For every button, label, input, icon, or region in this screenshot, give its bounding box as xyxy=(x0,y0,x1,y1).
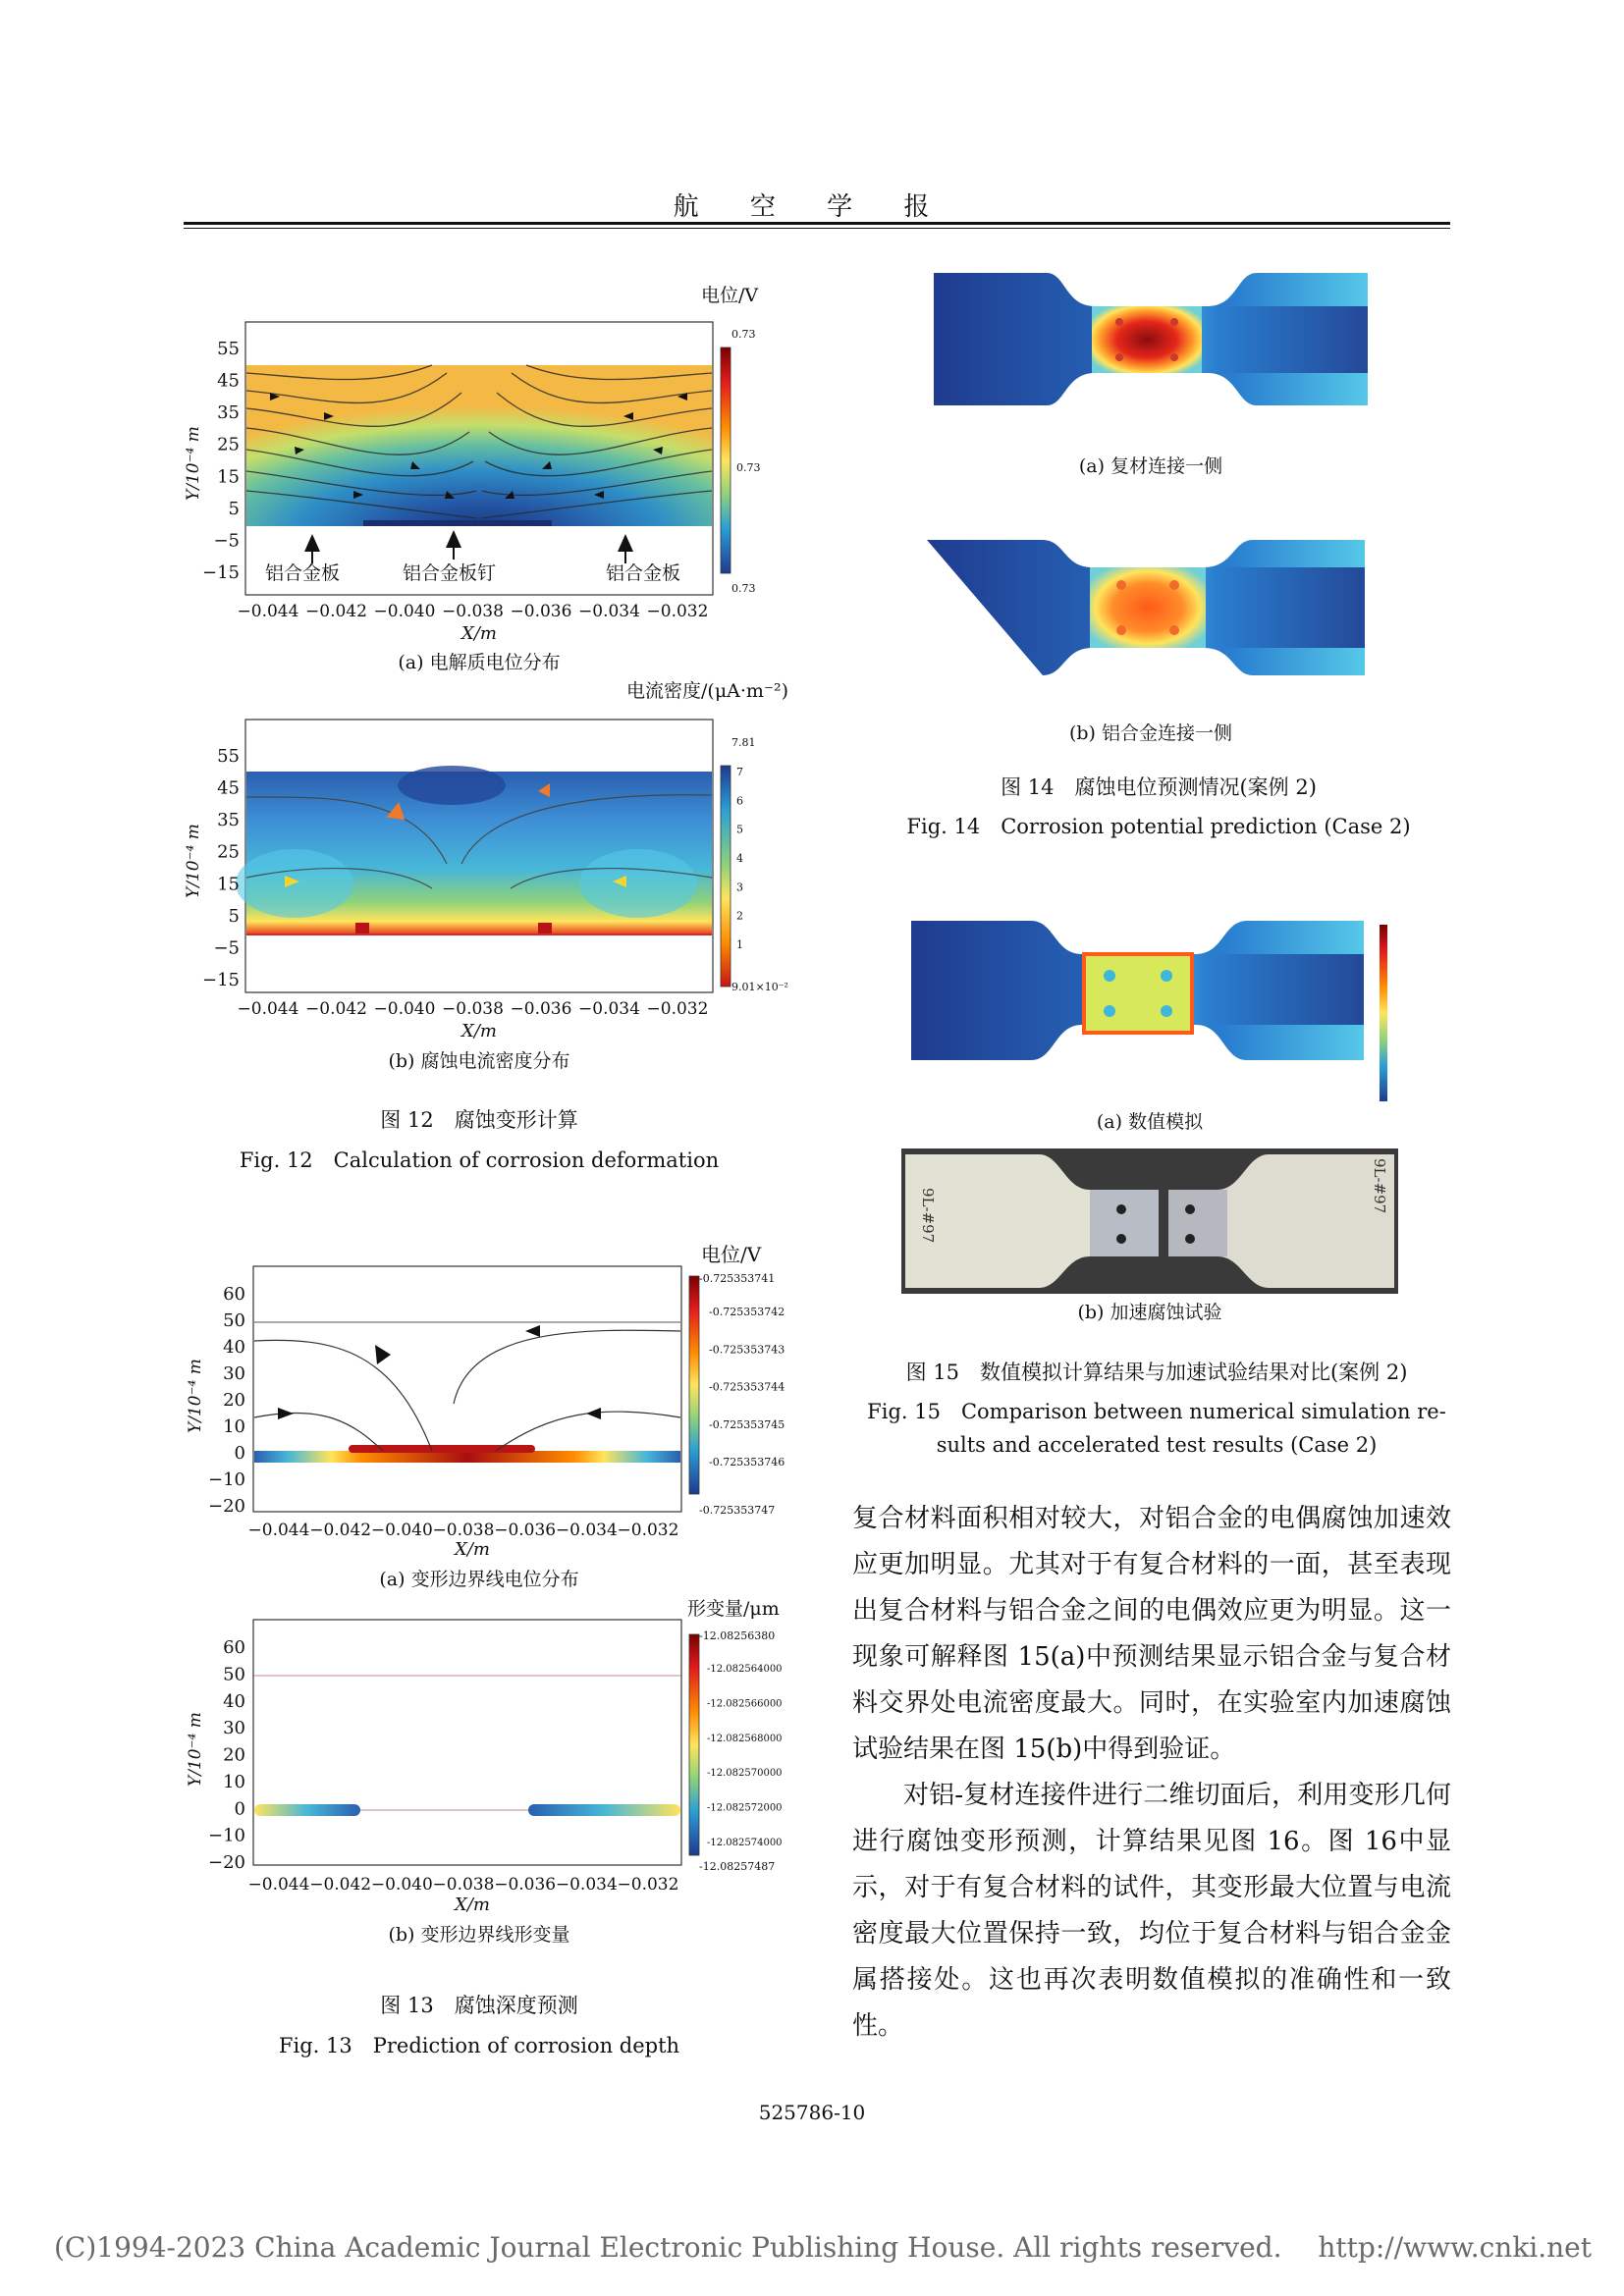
fig13b-ytick: −10 xyxy=(208,1825,245,1846)
fig13b-ytick: 40 xyxy=(223,1690,245,1712)
fig13a-ytick: −20 xyxy=(208,1496,245,1517)
fig13a-cb-bot: -0.725353747 xyxy=(699,1504,776,1517)
fig12a-xtick: −0.042 xyxy=(305,602,367,621)
fig12b-ylabel: Y/10⁻⁴ m xyxy=(184,824,203,898)
fig12b-xtick: −0.038 xyxy=(442,999,504,1019)
specimen-label-right: 9L-#97 xyxy=(1371,1158,1388,1214)
fig13b-cb-bot: -12.08257487 xyxy=(699,1860,776,1873)
fig12a-xticks xyxy=(238,602,709,621)
fig13a-xlabel: X/m xyxy=(455,1539,490,1560)
fig13b-xlabel: X/m xyxy=(455,1895,490,1915)
fig14a-caption: (a) 复材连接一侧 xyxy=(1078,455,1223,477)
fig13b-cb-tick: -12.082568000 xyxy=(707,1733,783,1744)
fig15a-caption: (a) 数值模拟 xyxy=(1096,1111,1204,1133)
fig12b-yticks xyxy=(202,746,240,990)
fig12b-cb-tick: 1 xyxy=(736,938,743,951)
fig12b-ytick: −15 xyxy=(202,970,240,990)
fig13a-xticks xyxy=(248,1521,679,1540)
fig13a-plot xyxy=(253,1266,699,1512)
fig12b-unit: 电流密度/(μA·m⁻²) xyxy=(626,680,788,702)
fig15-title-en-1: Fig. 15 Comparison between numerical simulation re- xyxy=(867,1400,1446,1423)
fig13a-ylabel: Y/10⁻⁴ m xyxy=(186,1359,205,1433)
fig12b-cb-tick: 4 xyxy=(736,852,743,865)
page-number: 525786-10 xyxy=(758,2101,866,2124)
fig12b-caption: (b) 腐蚀电流密度分布 xyxy=(388,1050,570,1072)
fig12a-plot xyxy=(245,322,731,595)
fig13a-ytick: 40 xyxy=(223,1337,245,1358)
fig12b-xtick: −0.032 xyxy=(646,999,709,1019)
fig13a-ytick: −10 xyxy=(208,1469,245,1490)
fig13a-ytick: 20 xyxy=(223,1390,245,1411)
body-text xyxy=(852,1496,1451,2050)
fig12a-ytick: −15 xyxy=(202,562,240,583)
fig13b-xtick: −0.038 xyxy=(432,1875,495,1895)
fig13b-ytick: 30 xyxy=(223,1718,245,1739)
fig12a-ann-mid: 铝合金板钉 xyxy=(403,562,497,584)
fig13a-ytick: 10 xyxy=(223,1416,245,1437)
fig13b-caption: (b) 变形边界线形变量 xyxy=(388,1924,570,1946)
body-paragraph-2: 对铝-复材连接件进行二维切面后，利用变形几何进行腐蚀变形预测，计算结果见图 16。图 16中显示，对于有复合材料的试件，其变形最大位置与电流密度最大位置保持一致，均位于复合材料与铝合金金属搭接处。这也再次表明数值模拟的准确性和一致性。 xyxy=(852,1781,1451,2041)
fig13a-caption: (a) 变形边界线电位分布 xyxy=(379,1569,579,1590)
fig13a-cb-tick: -0.725353743 xyxy=(709,1343,785,1357)
fig12a-xtick: −0.036 xyxy=(510,602,572,621)
fig12a-caption: (a) 电解质电位分布 xyxy=(398,652,561,673)
fig12b-cb-bot: 9.01×10⁻² xyxy=(731,981,788,993)
fig15b-caption: (b) 加速腐蚀试验 xyxy=(1077,1302,1222,1323)
fig12b-cb-tick: 5 xyxy=(736,823,743,836)
fig13a-xtick: −0.036 xyxy=(494,1521,557,1540)
fig13b-xtick: −0.034 xyxy=(555,1875,618,1895)
fig12b-xtick: −0.036 xyxy=(510,999,572,1019)
fig12b-xtick: −0.044 xyxy=(237,999,299,1019)
fig12b-cb-tick: 3 xyxy=(736,881,743,894)
fig12a-ytick: 5 xyxy=(228,498,240,519)
fig12a-ytick: 35 xyxy=(217,402,240,424)
fig13a-xtick: −0.038 xyxy=(432,1521,495,1540)
fig13b-yticks xyxy=(208,1637,245,1873)
fig12b-cb-tick: 6 xyxy=(736,794,743,808)
fig12a-xtick: −0.040 xyxy=(373,602,436,621)
fig12a-ann-left: 铝合金板 xyxy=(265,562,341,584)
fig14-title-en: Fig. 14 Corrosion potential prediction (Case 2) xyxy=(906,815,1411,838)
fig12b-ytick: 45 xyxy=(217,777,240,799)
fig12b-cb-tick: 2 xyxy=(736,909,743,923)
fig12b-ytick: 55 xyxy=(217,746,240,767)
fig13b-xtick: −0.032 xyxy=(617,1875,679,1895)
fig12b-xtick: −0.042 xyxy=(305,999,367,1019)
fig13b-cb-ticks xyxy=(707,1664,783,1848)
fig15b-test-photo xyxy=(901,1148,1398,1294)
journal-header: 航 空 学 报 xyxy=(673,192,951,222)
body-paragraph-1: 复合材料面积相对较大，对铝合金的电偶腐蚀加速效应更加明显。尤其对于有复合材料的一面，甚至表现出复合材料与铝合金之间的电偶效应更为明显。这一现象可解释图 15(a)中预测结果显示铝合金与复合材料交界处电流密度最大。同时，在实验室内加速腐蚀试验结果在图 15(b)中得到验证。 xyxy=(852,1504,1451,1764)
fig12b-ytick: 15 xyxy=(217,874,240,895)
fig13a-ytick: 0 xyxy=(234,1443,245,1464)
fig13-title-en: Fig. 13 Prediction of corrosion depth xyxy=(278,2034,680,2057)
fig12a-ytick: 25 xyxy=(217,434,240,455)
fig13a-cb-tick: -0.725353746 xyxy=(709,1456,785,1468)
fig13b-plot xyxy=(253,1620,699,1865)
fig12a-yticks xyxy=(202,339,240,583)
fig13b-ytick: 0 xyxy=(234,1798,245,1820)
fig13a-ytick: 50 xyxy=(223,1310,245,1331)
fig12a-ann-right: 铝合金板 xyxy=(606,562,681,584)
fig13a-cb-tick: -0.725353744 xyxy=(709,1380,785,1394)
fig12a-cb-mid: 0.73 xyxy=(736,461,761,474)
fig13a-ytick: 30 xyxy=(223,1363,245,1384)
fig13a-cb-tick: -0.725353742 xyxy=(709,1306,785,1318)
fig12a-xtick: −0.044 xyxy=(237,602,299,621)
copyright-line: (C)1994-2023 China Academic Journal Electronic Publishing House. All rights reserved. http://www.cnki.net xyxy=(54,2231,1593,2264)
fig12-title-cn: 图 12 腐蚀变形计算 xyxy=(380,1108,578,1132)
fig12a-ytick: 55 xyxy=(217,339,240,359)
fig13b-xticks xyxy=(248,1875,679,1895)
fig12a-ytick: −5 xyxy=(213,530,240,552)
fig13b-ytick: 50 xyxy=(223,1664,245,1685)
fig13b-xtick: −0.044 xyxy=(247,1875,310,1895)
fig12b-xlabel: X/m xyxy=(461,1021,497,1041)
fig13a-cb-top: -0.725353741 xyxy=(699,1272,776,1285)
fig12a-xtick: −0.034 xyxy=(578,602,640,621)
fig14b-specimen-image xyxy=(927,540,1365,675)
fig12a-xlabel: X/m xyxy=(461,623,497,644)
fig13a-yticks xyxy=(208,1284,245,1517)
fig13b-xtick: −0.036 xyxy=(494,1875,557,1895)
fig13a-cb-ticks xyxy=(709,1306,785,1468)
fig12b-plot xyxy=(236,720,731,992)
fig13a-xtick: −0.042 xyxy=(309,1521,372,1540)
fig13a-xtick: −0.044 xyxy=(247,1521,310,1540)
fig13-title-cn: 图 13 腐蚀深度预测 xyxy=(380,1994,578,2017)
fig13a-xtick: −0.040 xyxy=(370,1521,433,1540)
fig14a-specimen-image xyxy=(934,273,1368,405)
fig13a-ytick: 60 xyxy=(223,1284,245,1305)
fig12a-ytick: 45 xyxy=(217,370,240,392)
fig13b-xtick: −0.040 xyxy=(370,1875,433,1895)
fig12b-ytick: 25 xyxy=(217,841,240,863)
fig14b-caption: (b) 铝合金连接一侧 xyxy=(1068,722,1233,744)
fig13b-cb-tick: -12.082572000 xyxy=(707,1802,783,1814)
fig12a-xtick: −0.032 xyxy=(646,602,709,621)
specimen-label-left: 9L-#97 xyxy=(919,1188,937,1244)
fig12b-ytick: −5 xyxy=(213,937,240,959)
fig15-title-cn: 图 15 数值模拟计算结果与加速试验结果对比(案例 2) xyxy=(905,1361,1408,1384)
fig12b-ytick: 5 xyxy=(228,905,240,927)
fig12a-cb-top: 0.73 xyxy=(731,328,756,341)
fig12b-cb-top: 7.81 xyxy=(731,736,756,749)
fig12a-cb-bot: 0.73 xyxy=(731,582,756,595)
fig13a-xtick: −0.032 xyxy=(617,1521,679,1540)
fig15a-simulation-image xyxy=(911,921,1387,1101)
fig12-title-en: Fig. 12 Calculation of corrosion deformation xyxy=(239,1148,720,1172)
fig13b-ylabel: Y/10⁻⁴ m xyxy=(186,1712,205,1787)
fig12a-unit: 电位/V xyxy=(701,285,759,306)
fig14-title-cn: 图 14 腐蚀电位预测情况(案例 2) xyxy=(1001,775,1317,799)
fig12a-ylabel: Y/10⁻⁴ m xyxy=(184,426,203,501)
fig13a-xtick: −0.034 xyxy=(555,1521,618,1540)
fig13b-ytick: 10 xyxy=(223,1771,245,1792)
fig12b-xtick: −0.040 xyxy=(373,999,436,1019)
fig13b-unit: 形变量/μm xyxy=(687,1598,780,1620)
fig12b-xticks xyxy=(238,999,709,1019)
fig13b-cb-tick: -12.082570000 xyxy=(707,1768,783,1780)
fig13b-cb-top: -12.08256380 xyxy=(699,1629,776,1642)
fig13b-ytick: −20 xyxy=(208,1852,245,1873)
fig12b-cb-tick: 7 xyxy=(736,766,743,778)
fig12b-ytick: 35 xyxy=(217,810,240,831)
fig13a-cb-tick: -0.725353745 xyxy=(709,1417,785,1431)
fig13b-cb-tick: -12.082564000 xyxy=(707,1664,783,1675)
fig12a-ytick: 15 xyxy=(217,466,240,488)
fig13a-unit: 电位/V xyxy=(701,1243,762,1266)
fig12a-xtick: −0.038 xyxy=(442,602,504,621)
fig13b-ytick: 60 xyxy=(223,1637,245,1658)
fig13b-cb-tick: -12.082574000 xyxy=(707,1838,783,1848)
fig12b-cb-ticks xyxy=(736,766,743,951)
fig13b-ytick: 20 xyxy=(223,1744,245,1766)
fig12b-xtick: −0.034 xyxy=(578,999,640,1019)
fig13b-cb-tick: -12.082566000 xyxy=(707,1698,783,1710)
fig15-title-en-2: sults and accelerated test results (Case 2) xyxy=(936,1433,1378,1457)
fig13b-xtick: −0.042 xyxy=(309,1875,372,1895)
